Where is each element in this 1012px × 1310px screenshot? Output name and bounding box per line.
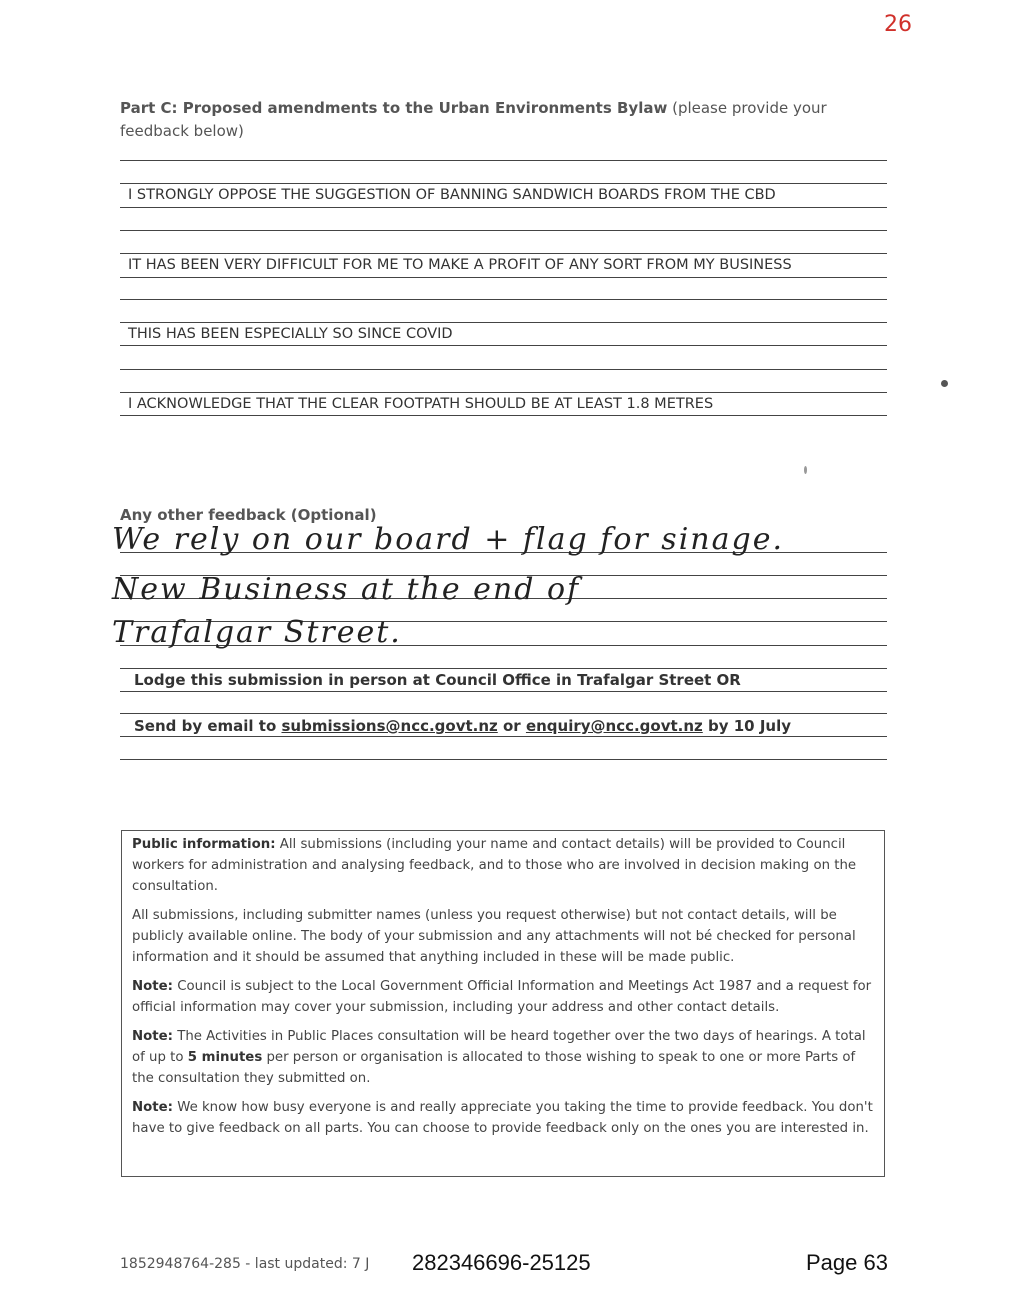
- part-c-heading-rest: (please provide your feedback below): [120, 99, 827, 140]
- other-feedback-heading: Any other feedback (Optional): [120, 506, 377, 524]
- rule-line: [120, 668, 887, 669]
- info-p4-text-c: per person or organisation is allocated to those wishing to speak to one or more Parts of the consultation they submitted on.: [132, 1050, 856, 1086]
- lodge-email-or: or: [497, 717, 526, 735]
- info-paragraph-4: [132, 1026, 874, 1089]
- handwritten-line-2: New Business at the end of: [112, 572, 581, 607]
- rule-line: [120, 713, 887, 714]
- scan-speck: [804, 466, 807, 474]
- rule-line: [120, 369, 887, 370]
- info-p5-bold: Note:: [132, 1100, 173, 1115]
- lodge-email-text: [134, 717, 791, 735]
- feedback-line-4: I ACKNOWLEDGE THAT THE CLEAR FOOTPATH SHOULD BE AT LEAST 1.8 METRES: [128, 396, 714, 412]
- info-p1-bold: Public information:: [132, 837, 276, 852]
- rule-line: [120, 691, 887, 692]
- info-paragraph-3: [132, 976, 874, 1018]
- page-number: 26: [884, 12, 912, 37]
- info-p3-bold: Note:: [132, 979, 173, 994]
- rule-line: [120, 759, 887, 760]
- info-p3-text: Council is subject to the Local Government Official Information and Meetings Act 1987 and a request for official information may cover your submission, including your address and other contact details.: [132, 979, 872, 1015]
- rule-line: [120, 253, 887, 254]
- rule-line: [120, 415, 887, 416]
- feedback-line-3: THIS HAS BEEN ESPECIALLY SO SINCE COVID: [128, 326, 453, 342]
- rule-line: [120, 299, 887, 300]
- feedback-line-1: I STRONGLY OPPOSE THE SUGGESTION OF BANNING SANDWICH BOARDS FROM THE CBD: [128, 187, 776, 203]
- footer-page-label: Page 63: [806, 1250, 888, 1275]
- public-information-box: [121, 830, 885, 1177]
- info-p4-text-a: The Activities in Public Places consultation will be heard together over the two days of hearings. A total of up to: [132, 1029, 866, 1065]
- enquiry-email-link[interactable]: enquiry@ncc.govt.nz: [525, 717, 703, 735]
- rule-line: [120, 207, 887, 208]
- info-p5-text: We know how busy everyone is and really appreciate you taking the time to provide feedback. You don't have to give feedback on all parts. You can choose to provide feedback only on the ones you are interested in.: [132, 1100, 873, 1136]
- footer-overlay-id: 282346696-25125: [412, 1250, 591, 1275]
- rule-line: [120, 277, 887, 278]
- lodge-in-person-text: Lodge this submission in person at Council Office in Trafalgar Street OR: [134, 671, 741, 689]
- rule-line: [120, 345, 887, 346]
- rule-line: [120, 392, 887, 393]
- lodge-email-suffix: by 10 July: [702, 717, 792, 735]
- part-c-heading: [120, 97, 890, 143]
- info-p1-text: All submissions (including your name and contact details) will be provided to Council workers for administration and analysing feedback, and to those who are involved in decision making on the consultation.: [132, 837, 857, 894]
- rule-line: [120, 183, 887, 184]
- rule-line: [120, 736, 887, 737]
- info-p4-minutes: 5 minutes: [187, 1050, 263, 1065]
- feedback-line-2: IT HAS BEEN VERY DIFFICULT FOR ME TO MAKE A PROFIT OF ANY SORT FROM MY BUSINESS: [128, 257, 792, 273]
- info-paragraph-2: All submissions, including submitter names (unless you request otherwise) but not contact details, will be publicly available online. The body of your submission and any attachments will not bé checked for personal information and it should be assumed that anything included in these will be made public.: [132, 908, 856, 965]
- handwritten-line-1: We rely on our board + flag for sinage.: [112, 522, 784, 557]
- lodge-email-prefix: Send by email to: [134, 717, 282, 735]
- info-paragraph-1: [132, 834, 874, 897]
- rule-line: [120, 322, 887, 323]
- handwritten-line-3: Trafalgar Street.: [112, 615, 402, 650]
- info-paragraph-5: [132, 1097, 874, 1139]
- scan-speck: [941, 380, 948, 387]
- part-c-heading-bold: Part C: Proposed amendments to the Urban Environments Bylaw: [120, 99, 668, 117]
- rule-line: [120, 230, 887, 231]
- submissions-email-link[interactable]: submissions@ncc.govt.nz: [281, 717, 498, 735]
- rule-line: [120, 160, 887, 161]
- footer-doc-id: 1852948764-285 - last updated: 7 J: [120, 1256, 370, 1272]
- info-p4-bold: Note:: [132, 1029, 173, 1044]
